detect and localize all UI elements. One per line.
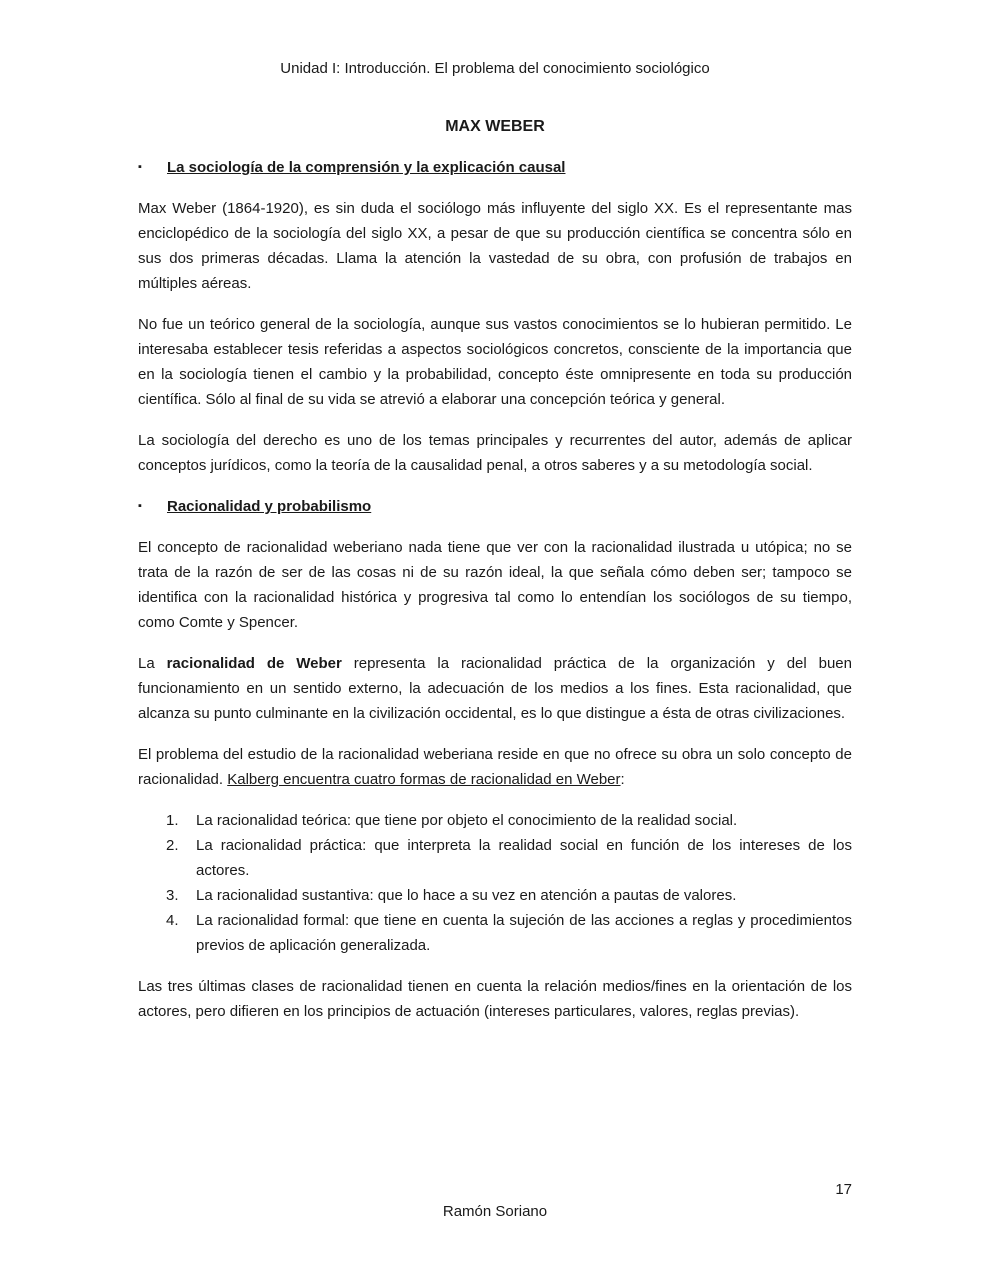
- list-item-text: La racionalidad práctica: que interpreta la realidad social en función de los intereses de los actores.: [196, 837, 852, 879]
- paragraph: Las tres últimas clases de racionalidad tienen en cuenta la relación medios/fines en la orientación de los actores, pero difieren en los principios de actuación (intereses particulares, valores, reglas previas).: [138, 978, 852, 1020]
- paragraph-text: El problema del estudio de la racionalidad weberiana reside en que no ofrece su obra un solo concepto de racionalidad.: [138, 746, 852, 788]
- paragraph: [138, 651, 852, 726]
- list-item: [138, 908, 852, 958]
- section-heading-text: La sociología de la comprensión y la explicación causal: [167, 159, 566, 176]
- list-item-number: 4.: [166, 912, 179, 929]
- document-title: MAX WEBER: [445, 118, 545, 135]
- list-item-number: 1.: [166, 812, 179, 829]
- rationality-forms-list: [138, 808, 852, 958]
- list-item: [138, 883, 852, 908]
- list-item-text: La racionalidad sustantiva: que lo hace a su vez en atención a pautas de valores.: [196, 887, 737, 904]
- list-item-text: La racionalidad teórica: que tiene por objeto el conocimiento de la realidad social.: [196, 812, 738, 829]
- list-item: [138, 833, 852, 883]
- paragraph-text: :: [620, 771, 625, 788]
- page-content: [138, 114, 852, 1040]
- paragraph: Max Weber (1864-1920), es sin duda el sociólogo más influyente del siglo XX. Es el representante mas enciclopédico de la sociología del siglo XX, a pesar de que su producción científica se concentra sólo en sus dos primeras décadas. Llama la atención la vastedad de su obra, con profusión de trabajos en múltiples aéreas.: [138, 200, 852, 292]
- bold-term: racionalidad de Weber: [166, 655, 342, 672]
- running-header: Unidad I: Introducción. El problema del conocimiento sociológico: [280, 60, 710, 77]
- paragraph: [138, 742, 852, 792]
- paragraph-text: representa la racionalidad práctica de la organización y del buen funcionamiento en un sentido externo, la adecuación de los medios a los fines. Esta racionalidad, que alcanza su punto culminante en la civilización occidental, es lo que distingue a ésta de otras civilizaciones.: [138, 655, 852, 722]
- list-item: [138, 808, 852, 833]
- paragraph: No fue un teórico general de la sociología, aunque sus vastos conocimientos se lo hubieran permitido. Le interesaba establecer tesis referidas a aspectos sociológicos concretos, consciente de la importancia que en la sociología tienen el cambio y la probabilidad, concepto éste omnipresente en toda su producción científica. Sólo al final de su vida se atrevió a elaborar una concepción teórica y general.: [138, 316, 852, 408]
- paragraph-text: La: [138, 655, 167, 672]
- section-heading-comprension: [138, 155, 852, 180]
- section-heading-text: Racionalidad y probabilismo: [167, 498, 372, 515]
- list-item-number: 2.: [166, 837, 179, 854]
- paragraph: El concepto de racionalidad weberiano nada tiene que ver con la racionalidad ilustrada u utópica; no se trata de la razón de ser de las cosas ni de su razón ideal, la que señala cómo deben ser; tampoco se identifica con la racionalidad histórica y progresiva tal como lo entendían los sociólogos de su tiempo, como Comte y Spencer.: [138, 539, 852, 631]
- square-bullet-icon: ▪: [138, 500, 142, 512]
- list-item-text: La racionalidad formal: que tiene en cuenta la sujeción de las acciones a reglas y procedimientos previos de aplicación generalizada.: [196, 912, 852, 954]
- page-number: 17: [835, 1181, 852, 1198]
- list-item-number: 3.: [166, 887, 179, 904]
- footer-author: Ramón Soriano: [442, 1203, 548, 1220]
- paragraph: La sociología del derecho es uno de los temas principales y recurrentes del autor, además de aplicar conceptos jurídicos, como la teoría de la causalidad penal, a otros saberes y a su metodología social.: [138, 432, 852, 474]
- underlined-phrase: Kalberg encuentra cuatro formas de racionalidad en Weber: [227, 771, 621, 788]
- square-bullet-icon: ▪: [138, 161, 142, 173]
- section-heading-racionalidad: [138, 494, 852, 519]
